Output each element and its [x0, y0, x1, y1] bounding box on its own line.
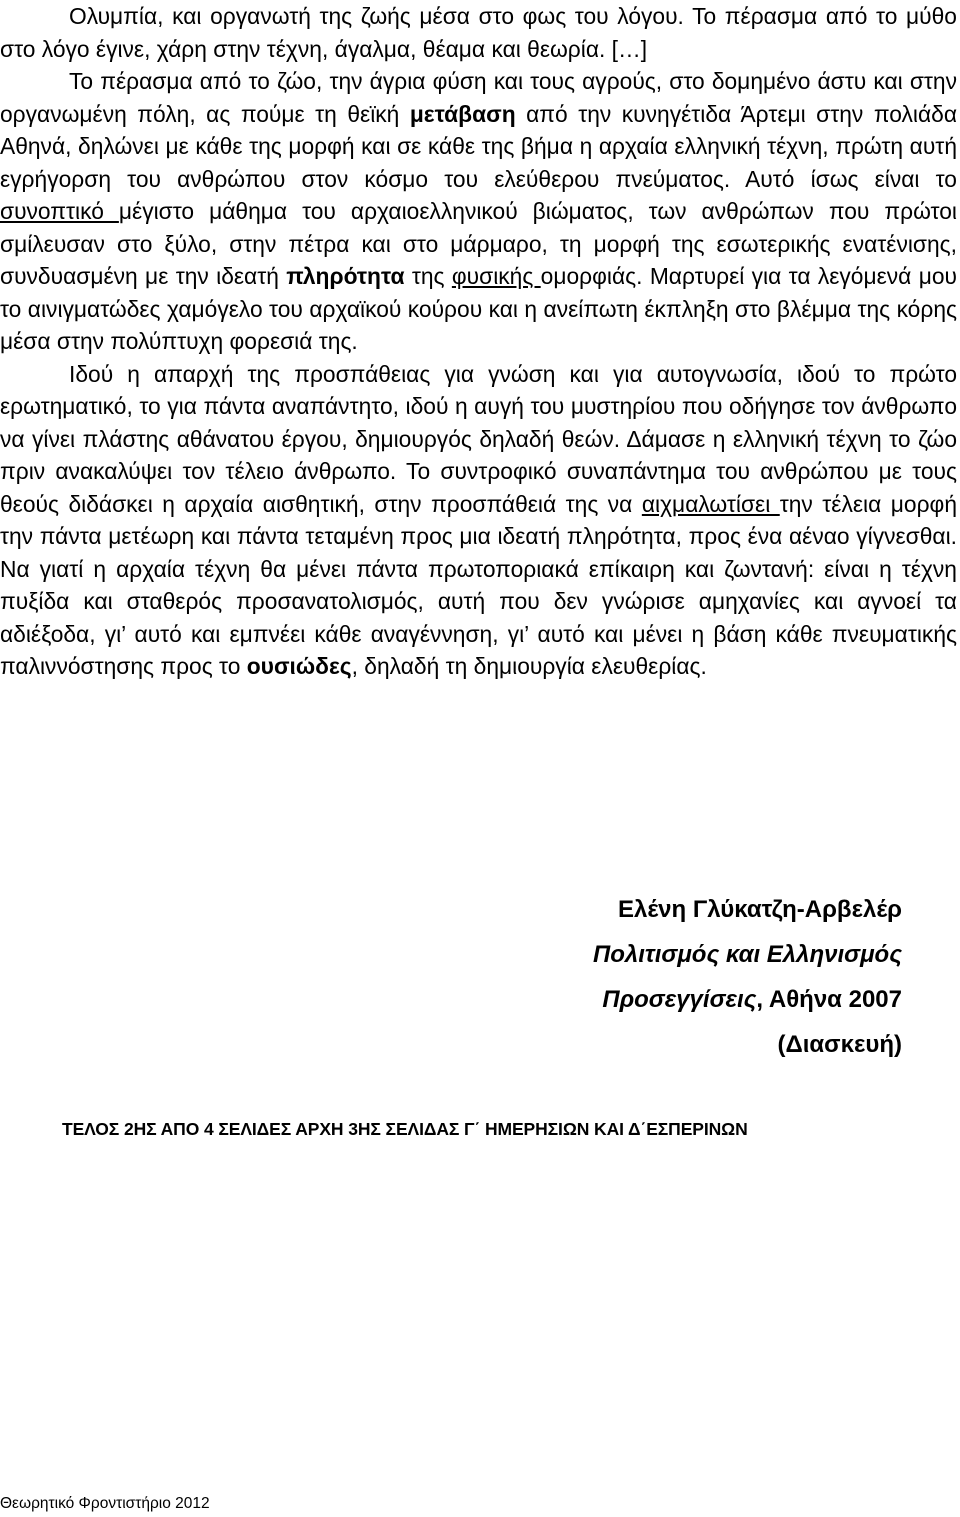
paragraph-2-text: μέγιστο μάθημα του αρχαιοελληνικού βιώματος, των ανθρώπων που πρώτοι σμίλευσαν στο ξύλο, στην πέτρα και στο μάρμαρο, τη μορφή της εσωτερικής ενατένισης, συνδυασμένη με την ιδεατή [0, 198, 957, 289]
paragraph-2-text: ομορφιάς. Μαρτυρεί για τα λεγόμενά μου το αινιγματώδες χαμόγελο του αρχαϊκού κούρου και η ανείπωτη έκπληξη στο βλέμμα της κόρης μέσα στην πολύπτυχη φορεσιά της. [0, 263, 957, 354]
book-title: Πολιτισμός και Ελληνισμός [593, 941, 902, 968]
paragraph-3-text: Ιδού η απαρχή της προσπάθειας για γνώση και για αυτογνωσία, ιδού το πρώτο ερωτηματικό, το για πάντα αναπάντητο, ιδού η αυγή του μυστηρίου που οδήγησε τον άνθρωπο να γίνει πλάστης αθάνατου έργου, δημιουργός δηλαδή θεών. Δάμασε η ελληνική τέχνη το ζώο πριν ανακαλύψει τον τέλειο άνθρωπο. Το συντροφικό συναπάντημα του ανθρώπου με τους θεούς διδάσκει η αρχαία αισθητική, στην προσπάθειά της να [0, 360, 957, 517]
book-subtitle: Προσεγγίσεις [602, 986, 757, 1013]
underlined-term-synoptiko: συνοπτικό [0, 198, 119, 224]
paragraph-2-text: από την κυνηγέτιδα Άρτεμι στην πολιάδα Αθηνά, δηλώνει με κάθε της μορφή και σε κάθε της βήμα η αρχαία ελληνική τέχνη, πρώτη αυτή εγρήγορση του ανθρώπου στον κόσμο του ελεύθερου πνεύματος. Αυτό ίσως είναι το [0, 100, 957, 192]
bold-term-ousiodes: ουσιώδες [246, 653, 352, 679]
underlined-term-aichmalotisei: αιχμαλωτίσει [641, 490, 780, 517]
bold-term-metavasi: μετάβαση [409, 100, 516, 127]
paragraph-2 [0, 65, 957, 358]
place-year: , Αθήνα 2007 [756, 986, 902, 1013]
paragraph-2-text: της [404, 263, 452, 289]
paragraph-1 [0, 0, 957, 65]
paragraph-1-text: Ολυμπία, και οργανωτή της ζωής μέσα στο φως του λόγου. Το πέρασμα από το μύθο στο λόγο έγινε, χάρη στην τέχνη, άγαλμα, θέαμα και θεωρία. […] [0, 3, 957, 62]
author-name: Ελένη Γλύκατζη-Αρβελέρ [618, 896, 902, 923]
page-footer: Θεωρητικό Φροντιστήριο 2012 [0, 1495, 210, 1512]
paragraph-3 [0, 358, 957, 683]
adaptation-note: (Διασκευή) [777, 1031, 902, 1058]
underlined-term-fysikis: φυσικής [451, 263, 541, 289]
page-end-note: ΤΕΛΟΣ 2ΗΣ ΑΠΟ 4 ΣΕΛΙΔΕΣ ΑΡΧΗ 3ΗΣ ΣΕΛΙΔΑΣ Γ΄ ΗΜΕΡΗΣΙΩΝ ΚΑΙ Δ΄ΕΣΠΕΡΙΝΩΝ [62, 1119, 748, 1139]
book-subtitle-line [0, 985, 902, 1015]
paragraph-3-text: , δηλαδή τη δημιουργία ελευθερίας. [351, 653, 707, 679]
bold-term-plirotita: πληρότητα [286, 263, 405, 289]
paragraph-3-text: την τέλεια μορφή την πάντα μετέωρη και πάντα τεταμένη προς μια ιδεατή πληρότητα, προς ένα αέναο γίγνεσθαι. Να γιατί η αρχαία τέχνη θα μένει πάντα πρωτοποριακά επίκαιρη και ζωντανή: είναι η τέχνη πυξίδα και σταθερός προσανατολισμός, αυτή που δεν γνώρισε αμηχανίες και αγνοεί τα αδιέξοδα, γι’ αυτό και εμπνέει κάθε αναγέννηση, γι’ αυτό και μένει η βάση κάθε πνευματικής παλιννόστησης προς το [0, 490, 957, 679]
body-text [0, 0, 957, 683]
paragraph-2-text: Το πέρασμα από το ζώο, την άγρια φύση και τους αγρούς, στο δομημένο άστυ και στην οργανωμένη πόλη, ας πούμε τη θεϊκή [0, 68, 957, 127]
